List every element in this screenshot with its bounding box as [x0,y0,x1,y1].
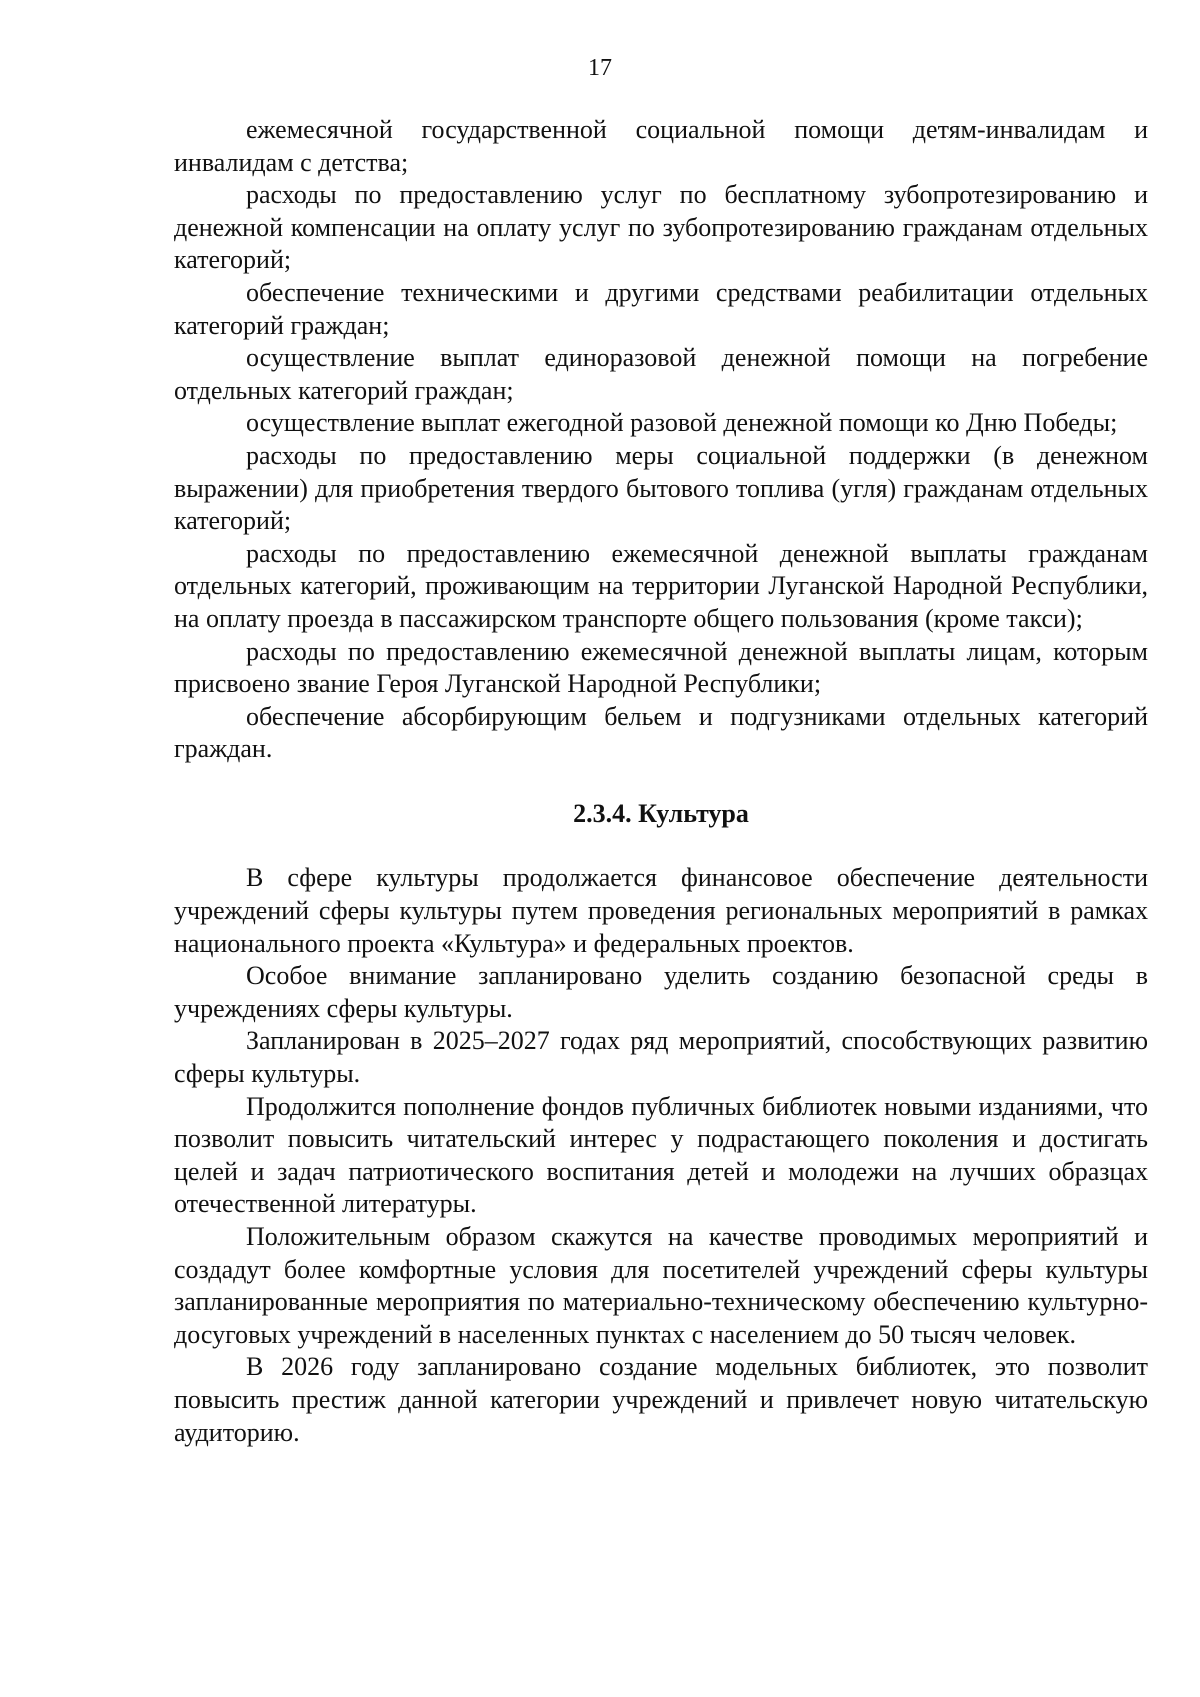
section-heading: 2.3.4. Культура [573,798,749,828]
paragraph: Запланирован в 2025–2027 годах ряд мероприятий, способствующих развитию сферы культуры. [174,1026,1148,1089]
list-item: расходы по предоставлению ежемесячной денежной выплаты лицам, которым присвоено звание Героя Луганской Народной Республики; [174,636,1148,699]
list-item: обеспечение техническими и другими средствами реабилитации отдельных категорий граждан; [174,277,1148,340]
list-item: расходы по предоставлению ежемесячной денежной выплаты гражданам отдельных категорий, проживающим на территории Луганской Народной Республики, на оплату проезда в пассажирском транспорте общего пользования (кроме такси); [174,538,1148,633]
paragraph: Особое внимание запланировано уделить созданию безопасной среды в учреждениях сферы культуры. [174,961,1148,1023]
expense-list [174,114,1148,766]
list-item: осуществление выплат единоразовой денежной помощи на погребение отдельных категорий граждан; [174,343,1148,405]
page-number: 17 [588,55,612,81]
list-item: ежемесячной государственной социальной помощи детям-инвалидам и инвалидам с детства; [174,115,1148,177]
section-body [174,862,1148,1449]
list-item: осуществление выплат ежегодной разовой денежной помощи ко Дню Победы; [246,408,1118,438]
list-item: обеспечение абсорбирующим бельем и подгузниками отдельных категорий граждан. [174,701,1148,764]
page-content [174,114,1148,1449]
paragraph: В 2026 году запланировано создание модельных библиотек, это позволит повысить престиж данной категории учреждений и привлечет новую читательскую аудиторию. [174,1352,1148,1447]
paragraph: Положительным образом скажутся на качестве проводимых мероприятий и создадут более комфортные условия для посетителей учреждений сферы культуры запланированные мероприятия по материально-техническому обеспечению культурно-досуговых учреждений в населенных пунктах с населением до 50 тысяч человек. [174,1222,1148,1349]
list-item: расходы по предоставлению услуг по бесплатному зубопротезированию и денежной компенсации на оплату услуг по зубопротезированию гражданам отдельных категорий; [174,180,1148,275]
list-item: расходы по предоставлению меры социальной поддержки (в денежном выражении) для приобретения твердого бытового топлива (угля) гражданам отдельных категорий; [174,440,1148,536]
paragraph: Продолжится пополнение фондов публичных библиотек новыми изданиями, что позволит повысить читательский интерес у подрастающего поколения и достигать целей и задач патриотического воспитания детей и молодежи на лучших образцах отечественной литературы. [174,1091,1148,1219]
paragraph: В сфере культуры продолжается финансовое обеспечение деятельности учреждений сферы культуры путем проведения региональных мероприятий в рамках национального проекта «Культура» и федеральных проектов. [174,863,1148,958]
